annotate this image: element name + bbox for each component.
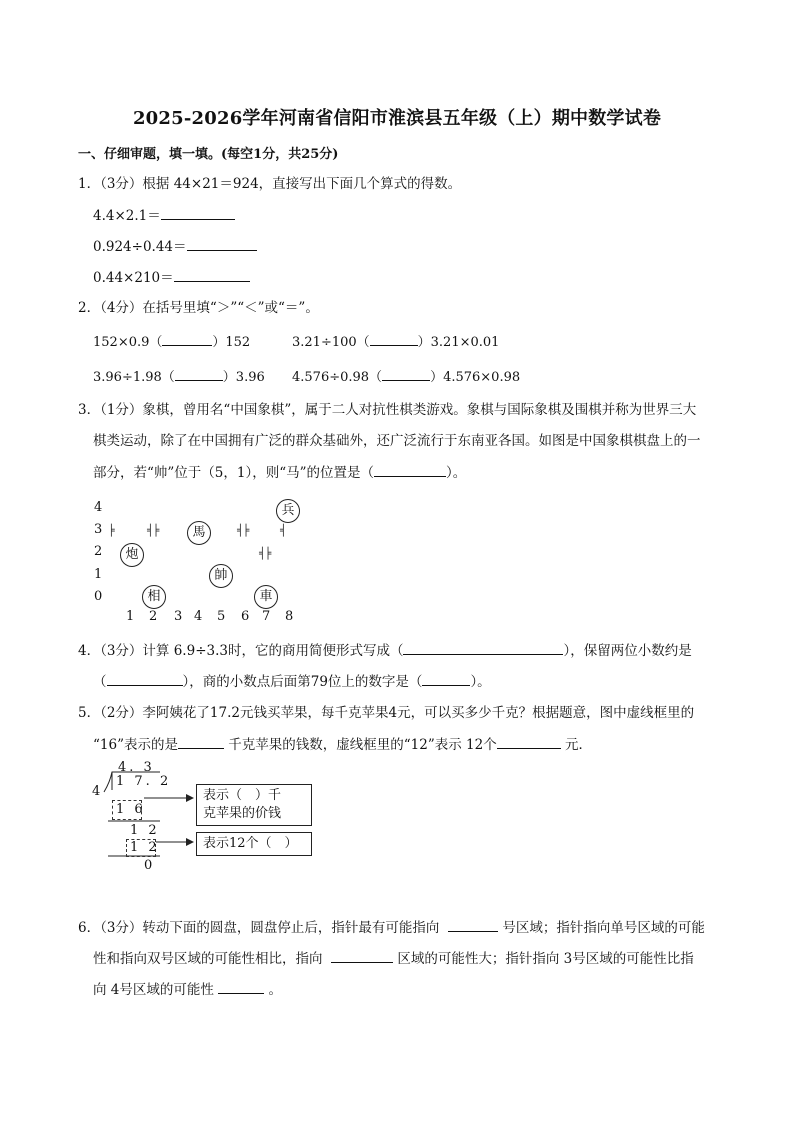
q1-stem: 1．（3分）根据 44×21＝924，直接写出下面几个算式的得数。 [78, 176, 462, 192]
answer-blank[interactable] [178, 734, 224, 749]
x-label: 5 [217, 609, 226, 624]
q6-line-1: 6．（3分）转动下面的圆盘，圆盘停止后，指针最有可能指向 号区域；指针指向单号区域的可能 [78, 917, 705, 938]
q6-line-2: 性和指向双号区域的可能性相比，指向 区域的可能性大；指针指向 3号区域的可能性比指 [93, 948, 694, 969]
y-label: 4 [94, 500, 103, 515]
answer-blank[interactable] [497, 734, 561, 749]
x-label: 6 [241, 609, 250, 624]
answer-blank[interactable] [174, 267, 250, 282]
piece-pao: 炮 [120, 543, 144, 567]
partial-product-2: 1 2 [130, 840, 160, 855]
board-mark: ╡╞ [237, 524, 249, 537]
x-label: 4 [194, 609, 203, 624]
final-remainder: 0 [144, 858, 156, 873]
chess-board-figure [90, 496, 310, 628]
answer-blank[interactable] [187, 236, 257, 251]
answer-blank[interactable] [107, 671, 183, 686]
board-mark: ╞ [108, 524, 114, 537]
answer-blank[interactable] [331, 948, 393, 963]
q1-item-2: 0.924÷0.44＝ [93, 236, 257, 257]
x-label: 1 [126, 609, 135, 624]
q5-line-1: 5．（2分）李阿姨花了17.2元钱买苹果，每千克苹果4元，可以买多少千克？根据题意，图中虚线框里的 [78, 705, 695, 721]
q4-line-2: （ ），商的小数点后面第79位上的数字是（ ）。 [93, 671, 491, 692]
q3-line-2: 棋类运动，除了在中国拥有广泛的群众基础外，还广泛流行于东南亚各国。如图是中国象棋棋盘上的一 [93, 433, 701, 449]
q2-row-2b: 4.576÷0.98（ ）4.576×0.98 [292, 366, 520, 388]
q5-line-2: “16”表示的是 千克苹果的钱数，虚线框里的“12”表示 12个 元． [93, 734, 592, 755]
q2-row-1a: 152×0.9（ ）152 [93, 331, 250, 353]
answer-blank[interactable] [162, 331, 212, 346]
answer-blank[interactable] [448, 917, 498, 932]
board-mark: ╡╞ [147, 524, 159, 537]
x-label: 3 [174, 609, 183, 624]
answer-blank[interactable] [374, 462, 446, 477]
y-label: 2 [94, 544, 103, 559]
answer-blank[interactable] [382, 366, 430, 381]
answer-blank[interactable] [218, 979, 264, 994]
answer-blank[interactable] [175, 366, 223, 381]
q2-row-2a: 3.96÷1.98（ ）3.96 [93, 366, 265, 388]
q4-line-1: 4．（3分）计算 6.9÷3.3时，它的商用简便形式写成（ ），保留两位小数约是 [78, 640, 692, 661]
partial-product-1: 1 6 [116, 802, 146, 817]
divisor: 4 [92, 784, 104, 799]
x-label: 8 [285, 609, 294, 624]
answer-blank[interactable] [370, 331, 418, 346]
section-heading: 一、仔细审题，填一填。(每空1分，共25分) [78, 147, 339, 162]
piece-ma: 馬 [187, 521, 211, 545]
board-mark: ╡ [280, 524, 286, 537]
q2-row-1b: 3.21÷100（ ）3.21×0.01 [292, 331, 499, 353]
q1-item-3: 0.44×210＝ [93, 267, 250, 288]
q2-stem: 2．（4分）在括号里填“＞”“＜”或“＝”。 [78, 300, 319, 316]
y-label: 0 [94, 589, 103, 604]
y-label: 1 [94, 567, 103, 582]
q6-line-3: 向 4号区域的可能性 。 [93, 979, 282, 1000]
label-box-1: 表示（ ）千 克苹果的价钱 [196, 784, 312, 826]
answer-blank[interactable] [403, 640, 563, 655]
board-mark: ╡╞ [259, 547, 271, 560]
piece-bing: 兵 [276, 499, 300, 523]
answer-blank[interactable] [422, 671, 470, 686]
piece-xiang: 相 [142, 585, 166, 609]
q3-line-3: 部分，若“帅”位于（5，1），则“马”的位置是（ ）。 [93, 462, 466, 483]
q3-line-1: 3．（1分）象棋，曾用名“中国象棋”，属于二人对抗性棋类游戏。象棋与国际象棋及围棋并称为世界三大 [78, 402, 697, 418]
answer-blank[interactable] [161, 205, 235, 220]
x-label: 7 [262, 609, 271, 624]
dividend: 1 7. 2 [116, 774, 172, 789]
label-box-2: 表示12个（ ） [196, 832, 312, 856]
quotient: 4. 3 [118, 760, 155, 775]
y-label: 3 [94, 522, 103, 537]
long-division-figure [90, 762, 330, 877]
piece-che: 車 [254, 585, 278, 609]
q1-item-1: 4.4×2.1＝ [93, 205, 235, 226]
exam-title: 2025-2026学年河南省信阳市淮滨县五年级（上）期中数学试卷 [132, 108, 662, 129]
x-label: 2 [149, 609, 158, 624]
remainder-1: 1 2 [130, 823, 160, 838]
piece-shuai: 帥 [209, 564, 233, 588]
